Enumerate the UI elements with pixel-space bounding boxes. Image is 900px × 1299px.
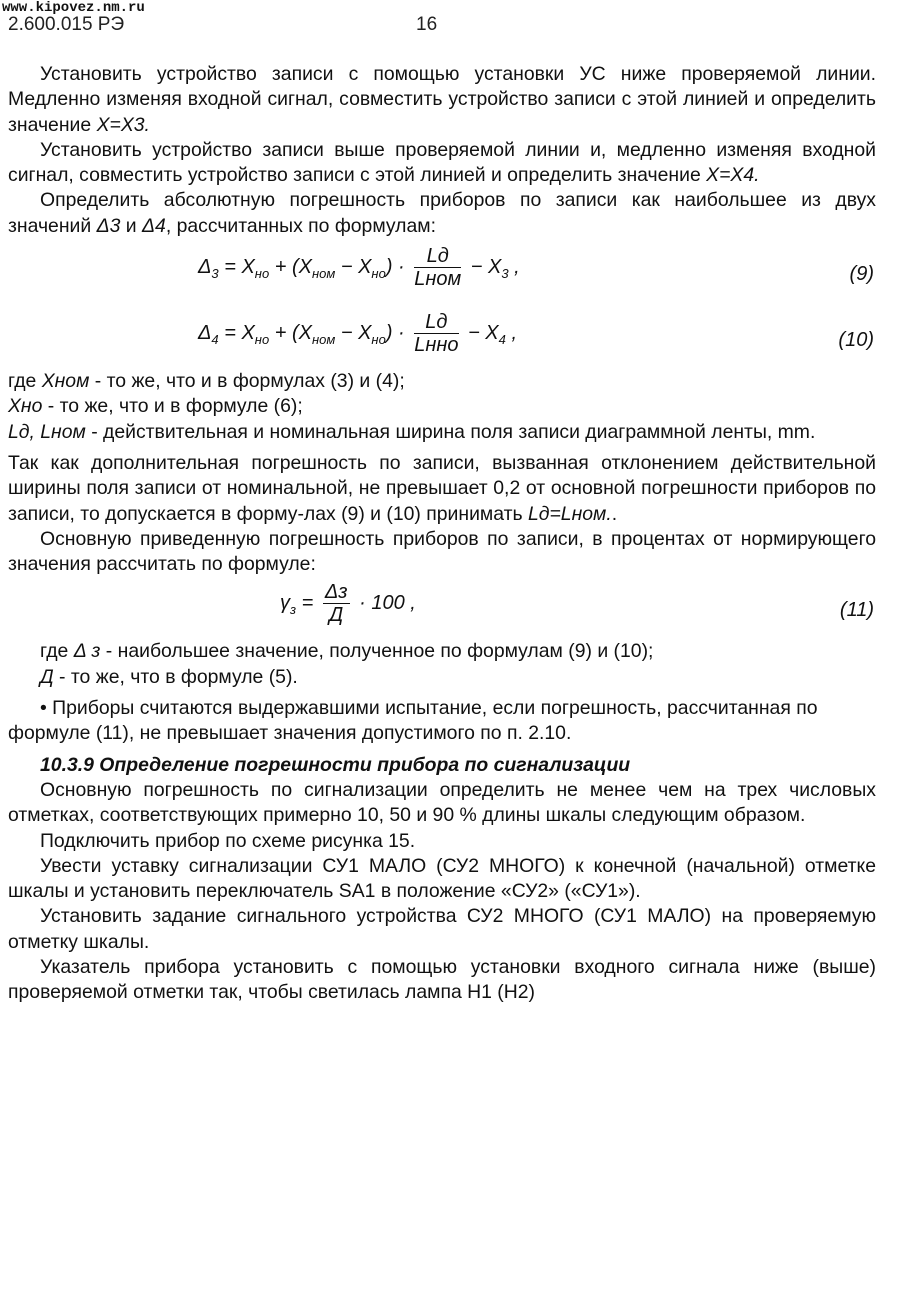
site-watermark: www.kipovez.nm.ru	[2, 0, 145, 16]
document-code: 2.600.015 РЭ	[8, 14, 125, 35]
paragraph-6: Основную погрешность по сигнализации определить не менее чем на трех числовых отметках, соответствующих примерно 10, 50 и 90 % длины шкалы следующим образом.	[8, 778, 876, 827]
where2-line-2: Д - то же, что в формуле (5).	[40, 665, 298, 688]
paragraph-10: Указатель прибора установить с помощью установки входного сигнала ниже (выше) проверяемой отметки так, чтобы светилась лампа Н1 (Н2)	[8, 956, 876, 1004]
formula-10-number: (10)	[838, 329, 874, 352]
section-title: 10.3.9 Определение погрешности прибора по сигнализации	[40, 753, 631, 776]
where-line-1: где Xном - то же, что и в формулах (3) и (4);	[8, 370, 405, 393]
fraction-9: $\frac{Lд}{\text{Lном}}$	[414, 245, 462, 291]
formula-9-number: (9)	[849, 263, 874, 286]
formula-10: $\Delta_4 = X_{но} + (X_{ном} - X_{но})$ · $\frac{Lд}{\text{Lнно}}$ − $X_4$ , (10)	[198, 311, 874, 357]
body-text	[8, 62, 876, 1006]
where2-line-1: где Δ з - наибольшее значение, полученное по формулам (9) и (10);	[40, 640, 654, 663]
paragraph-3: Определить абсолютную погрешность приборов по записи как наибольшее из двух значений Δ3 и Δ4, рассчитанных по формулам:	[8, 189, 876, 237]
paragraph-4: Так как дополнительная погрешность по записи, вызванная отклонением действительной ширины поля записи от номинальной, не превышает 0,2 от основной погрешности приборов по записи, то допускается в форму-лах (9) и (10) принимать Lд=Lном..	[8, 451, 876, 525]
fraction-10: $\frac{Lд}{\text{Lнно}}$	[414, 311, 459, 357]
paragraph-9: Установить задание сигнального устройства СУ2 МНОГО (СУ1 МАЛО) на проверяемую отметку шкалы.	[8, 905, 876, 953]
paragraph-8: Увести уставку сигнализации СУ1 МАЛО (СУ2 МНОГО) к конечной (начальной) отметке шкалы и установить переключатель SA1 в положение «СУ2» («СУ1»).	[8, 854, 876, 903]
page-number: 16	[416, 14, 438, 35]
paragraph-2: Установить устройство записи выше проверяемой линии и, медленно изменяя входной сигнал, совместить устройство записи с этой линией и определить значение X=X4.	[8, 138, 876, 187]
where-line-2: Xно - то же, что и в формуле (6);	[8, 395, 303, 418]
formula-11-number: (11)	[839, 599, 874, 622]
where-line-3: Lд, Lном - действительная и номинальная ширина поля записи диаграммной ленты, mm.	[8, 420, 816, 443]
formula-9: $\Delta_3 = X_{но} + (X_{ном} - X_{но})$ · $\frac{Lд}{\text{Lном}}$ − $X_3$ , (9)	[198, 245, 874, 291]
formula-11: $\gamma_з$ = $\frac{\Delta з}{Д}$ · 100 , (11)	[280, 581, 874, 627]
paragraph-1: Установить устройство записи с помощью установки УС ниже проверяемой линии. Медленно изменяя входной сигнал, совместить устройство записи с этой линией и определить значение X=X3.	[8, 63, 876, 136]
bullet-paragraph: • Приборы считаются выдержавшими испытание, если погрешность, рассчитанная по формуле (11), не превышает значения допустимого по п. 2.10.	[8, 697, 818, 745]
paragraph-5: Основную приведенную погрешность приборов по записи, в процентах от нормирующего значения рассчитать по формуле:	[8, 527, 876, 576]
fraction-11: $\frac{\Delta з}{Д}$	[324, 581, 348, 627]
paragraph-7: Подключить прибор по схеме рисунка 15.	[40, 829, 416, 852]
